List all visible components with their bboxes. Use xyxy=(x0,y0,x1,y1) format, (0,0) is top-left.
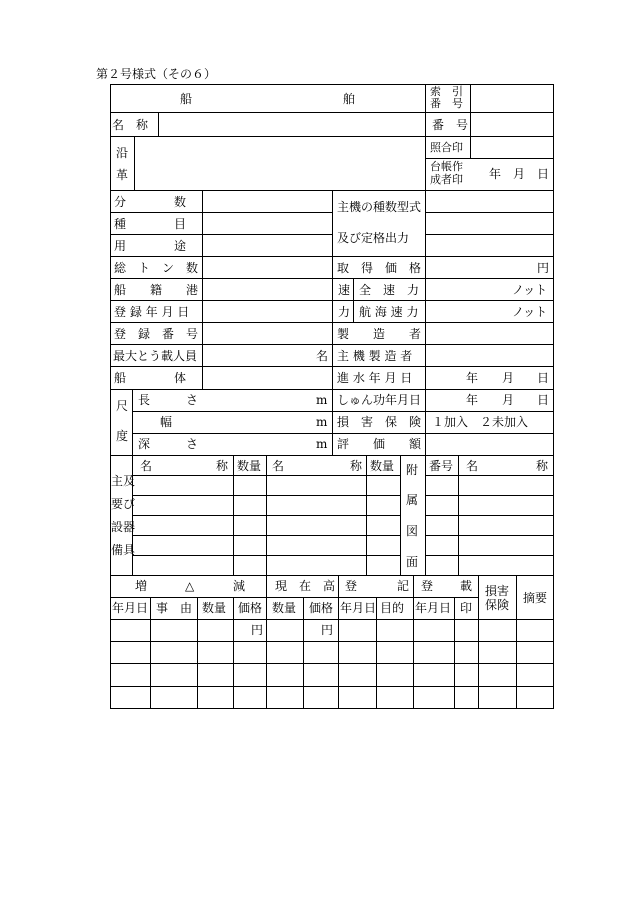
decrease-label: 減 xyxy=(233,579,246,593)
equipment-qty-2: 数量 xyxy=(370,459,395,473)
builder-label: 製 造 者 xyxy=(337,327,422,341)
equipment-name-a-1: 名 xyxy=(140,459,153,473)
reg-date-label: 登 録 年 月 日 xyxy=(114,305,190,319)
history-label-2: 革 xyxy=(116,168,129,182)
completion-month: 月 xyxy=(502,393,515,407)
cruise-speed-label: 航 海 速 力 xyxy=(359,305,419,319)
depth-unit: m xyxy=(316,437,328,451)
annex-label-4: 面 xyxy=(406,555,419,569)
equipment-qty-1: 数量 xyxy=(237,459,262,473)
registration-label-b: 記 xyxy=(397,579,410,593)
registration-label-a: 登 xyxy=(345,579,358,593)
completion-day: 日 xyxy=(537,393,550,407)
breadth-unit: m xyxy=(316,415,328,429)
dimension-label-1: 尺 xyxy=(116,399,129,413)
full-speed-unit: ノット xyxy=(512,283,548,297)
index-no-label-1: 索 引 xyxy=(430,85,463,98)
ledger-creator-label-2: 成者印 xyxy=(430,173,463,186)
length-unit: m xyxy=(316,393,328,407)
name-label: 名 称 xyxy=(112,118,149,132)
ledger-creator-label-1: 台帳作 xyxy=(430,160,463,173)
cruise-speed-unit: ノット xyxy=(512,305,548,319)
insurance-col-label-1: 損害 xyxy=(485,584,510,598)
depth-label: 深 さ xyxy=(138,437,199,451)
insurance-options: １加入 ２未加入 xyxy=(432,415,529,429)
engine-maker-label: 主 機 製 造 者 xyxy=(337,349,413,363)
col-date-2: 年月日 xyxy=(340,601,377,615)
increase-label: 増 xyxy=(135,579,148,593)
ship-label-left: 船 xyxy=(180,92,193,106)
col-qty-2: 数量 xyxy=(272,601,297,615)
equipment-side-label-2: 要び xyxy=(111,497,136,511)
annex-name-b: 称 xyxy=(536,459,549,473)
annex-label-2: 属 xyxy=(406,493,419,507)
insurance-label: 損 害 保 険 xyxy=(337,415,422,429)
gross-ton-label: 総 ト ン 数 xyxy=(114,261,199,275)
insurance-col-label-2: 保険 xyxy=(485,598,510,612)
ledger-date-placeholder: 年 月 日 xyxy=(489,167,550,181)
max-persons-unit: 名 xyxy=(316,349,329,363)
completion-date-label: しゅん功年月日 xyxy=(337,393,422,407)
col-price-2: 価格 xyxy=(309,601,334,615)
annex-label-3: 図 xyxy=(406,524,419,538)
launch-date-label: 進 水 年 月 日 xyxy=(337,371,413,385)
engine-type-label-1: 主機の種数型式 xyxy=(337,200,422,214)
completion-year: 年 xyxy=(466,393,479,407)
col-qty-1: 数量 xyxy=(202,601,227,615)
entry-label-a: 登 xyxy=(421,579,434,593)
entry-label-b: 載 xyxy=(460,579,473,593)
col-date-1: 年月日 xyxy=(112,601,149,615)
use-label: 用 途 xyxy=(114,239,187,253)
launch-day: 日 xyxy=(537,371,550,385)
acq-price-label: 取 得 価 格 xyxy=(337,261,422,275)
annex-no-header: 番号 xyxy=(429,459,454,473)
equipment-name-b-2: 称 xyxy=(350,459,363,473)
hull-label: 船 体 xyxy=(114,371,187,385)
index-no-label-2: 番 号 xyxy=(430,97,463,110)
annex-label-1: 附 xyxy=(406,463,419,477)
col-date-3: 年月日 xyxy=(415,601,452,615)
reg-no-label: 登 録 番 号 xyxy=(114,327,199,341)
price-unit-1: 円 xyxy=(251,623,264,637)
acq-price-unit: 円 xyxy=(537,261,550,275)
max-persons-label: 最大とう載人員 xyxy=(113,349,198,363)
engine-type-label-2: 及び定格出力 xyxy=(337,231,410,245)
col-purpose: 目的 xyxy=(380,601,405,615)
dimension-label-2: 度 xyxy=(116,429,129,443)
launch-year: 年 xyxy=(466,371,479,385)
price-unit-2: 円 xyxy=(321,623,334,637)
ship-label-right: 舶 xyxy=(343,92,356,106)
verify-seal-label: 照合印 xyxy=(430,141,463,154)
launch-month: 月 xyxy=(502,371,515,385)
number-label: 番 号 xyxy=(432,118,469,132)
history-label-1: 沿 xyxy=(116,146,129,160)
form-title: 第２号様式（その６） xyxy=(96,67,217,81)
remarks-label: 摘要 xyxy=(523,591,548,605)
equipment-name-a-2: 名 xyxy=(272,459,285,473)
kind-label: 種 目 xyxy=(114,217,187,231)
home-port-label: 船 籍 港 xyxy=(114,283,199,297)
col-reason: 事 由 xyxy=(156,601,193,615)
breadth-label: 幅 xyxy=(160,415,173,429)
delta-label: △ xyxy=(185,579,195,593)
current-label: 現 在 高 xyxy=(275,579,336,593)
length-label: 長 さ xyxy=(138,393,199,407)
equipment-side-label-3: 設器 xyxy=(111,520,136,534)
full-speed-label: 全 速 力 xyxy=(359,283,420,297)
equipment-side-label-4: 備具 xyxy=(111,543,136,557)
annex-name-a: 名 xyxy=(466,459,479,473)
equipment-side-label-1: 主及 xyxy=(111,474,136,488)
col-seal: 印 xyxy=(460,601,473,615)
speed-label-2: 力 xyxy=(338,305,351,319)
speed-label-1: 速 xyxy=(338,283,351,297)
class-label: 分 数 xyxy=(114,195,187,209)
equipment-name-b-1: 称 xyxy=(216,459,229,473)
col-price-1: 価格 xyxy=(238,601,263,615)
valuation-label: 評 価 額 xyxy=(337,437,422,451)
